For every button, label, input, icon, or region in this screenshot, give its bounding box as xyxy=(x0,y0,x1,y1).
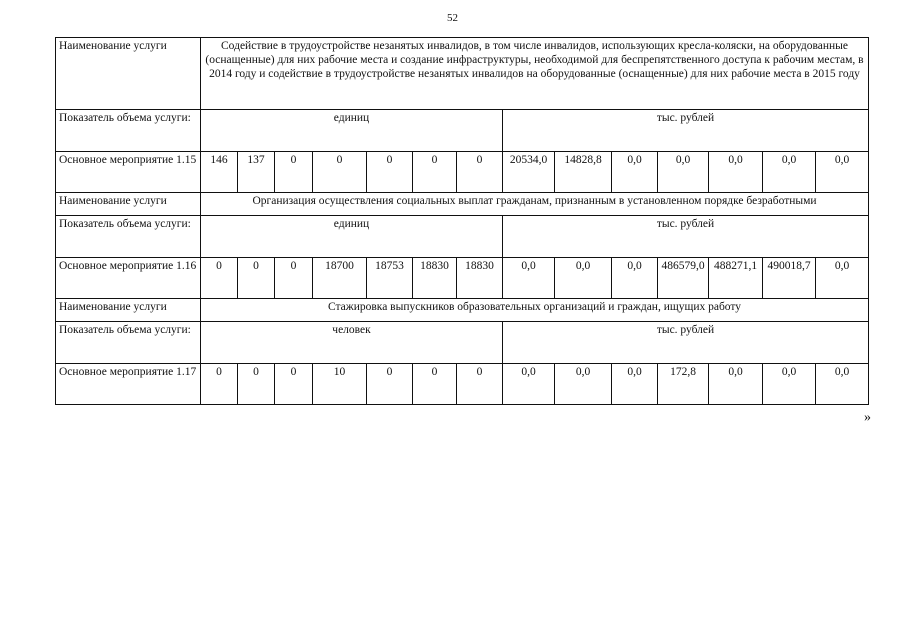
row-label: Основное мероприятие 1.17 xyxy=(56,364,201,405)
unit-volume: человек xyxy=(201,322,503,364)
service-name-row xyxy=(56,193,869,216)
closing-quote-mark: » xyxy=(864,410,871,425)
value-cell: 18700 xyxy=(313,258,367,299)
value-cell: 0,0 xyxy=(658,152,709,193)
table-row xyxy=(56,258,869,299)
value-cell: 18753 xyxy=(367,258,413,299)
value-cell: 0,0 xyxy=(503,364,555,405)
unit-volume: единиц xyxy=(201,110,503,152)
value-cell: 0 xyxy=(201,258,238,299)
value-cell: 488271,1 xyxy=(709,258,763,299)
row-label: Основное мероприятие 1.15 xyxy=(56,152,201,193)
value-cell: 0,0 xyxy=(612,152,658,193)
value-cell: 0,0 xyxy=(612,364,658,405)
value-cell: 0 xyxy=(313,152,367,193)
table-row xyxy=(56,364,869,405)
indicator-label: Показатель объема услуги: xyxy=(56,110,201,152)
value-cell: 0 xyxy=(413,152,457,193)
service-name-row xyxy=(56,38,869,110)
value-cell: 0 xyxy=(457,364,503,405)
services-table xyxy=(55,37,869,405)
value-cell: 137 xyxy=(238,152,275,193)
service-name-label: Наименование услуги xyxy=(56,38,201,110)
unit-money: тыс. рублей xyxy=(503,110,869,152)
value-cell: 0,0 xyxy=(709,364,763,405)
value-cell: 0,0 xyxy=(763,364,816,405)
value-cell: 490018,7 xyxy=(763,258,816,299)
value-cell: 18830 xyxy=(457,258,503,299)
value-cell: 0 xyxy=(457,152,503,193)
table-row xyxy=(56,152,869,193)
service-title: Стажировка выпускников образовательных организаций и граждан, ищущих работу xyxy=(201,299,869,322)
value-cell: 0 xyxy=(201,364,238,405)
value-cell: 18830 xyxy=(413,258,457,299)
value-cell: 0,0 xyxy=(763,152,816,193)
service-title: Содействие в трудоустройстве незанятых инвалидов, в том числе инвалидов, использующих кресла-коляски, на оборудованные (оснащенные) для них рабочие места и создание инфраструктуры, необходимой для беспрепятственного доступа к рабочим местам, в 2014 году и содействие в трудоустройстве незанятых инвалидов на оборудованные (оснащенные) для них рабочие места в 2015 году xyxy=(201,38,869,110)
service-title: Организация осуществления социальных выплат гражданам, признанным в установленном порядке безработными xyxy=(201,193,869,216)
value-cell: 0 xyxy=(238,258,275,299)
value-cell: 0,0 xyxy=(816,152,869,193)
indicator-label: Показатель объема услуги: xyxy=(56,322,201,364)
value-cell: 0 xyxy=(413,364,457,405)
page-number: 52 xyxy=(447,12,458,24)
indicator-label: Показатель объема услуги: xyxy=(56,216,201,258)
value-cell: 486579,0 xyxy=(658,258,709,299)
indicator-row xyxy=(56,216,869,258)
value-cell: 0,0 xyxy=(709,152,763,193)
value-cell: 0 xyxy=(367,152,413,193)
indicator-row xyxy=(56,322,869,364)
value-cell: 0 xyxy=(275,258,313,299)
service-name-label: Наименование услуги xyxy=(56,193,201,216)
value-cell: 0 xyxy=(238,364,275,405)
service-name-row xyxy=(56,299,869,322)
value-cell: 0,0 xyxy=(816,258,869,299)
value-cell: 0 xyxy=(275,364,313,405)
value-cell: 14828,8 xyxy=(555,152,612,193)
value-cell: 0 xyxy=(275,152,313,193)
value-cell: 0,0 xyxy=(555,258,612,299)
indicator-row xyxy=(56,110,869,152)
value-cell: 0,0 xyxy=(503,258,555,299)
row-label: Основное мероприятие 1.16 xyxy=(56,258,201,299)
value-cell: 20534,0 xyxy=(503,152,555,193)
value-cell: 0,0 xyxy=(816,364,869,405)
unit-money: тыс. рублей xyxy=(503,322,869,364)
service-name-label: Наименование услуги xyxy=(56,299,201,322)
unit-money: тыс. рублей xyxy=(503,216,869,258)
value-cell: 146 xyxy=(201,152,238,193)
value-cell: 0,0 xyxy=(555,364,612,405)
unit-volume: единиц xyxy=(201,216,503,258)
value-cell: 10 xyxy=(313,364,367,405)
value-cell: 0,0 xyxy=(612,258,658,299)
value-cell: 0 xyxy=(367,364,413,405)
value-cell: 172,8 xyxy=(658,364,709,405)
